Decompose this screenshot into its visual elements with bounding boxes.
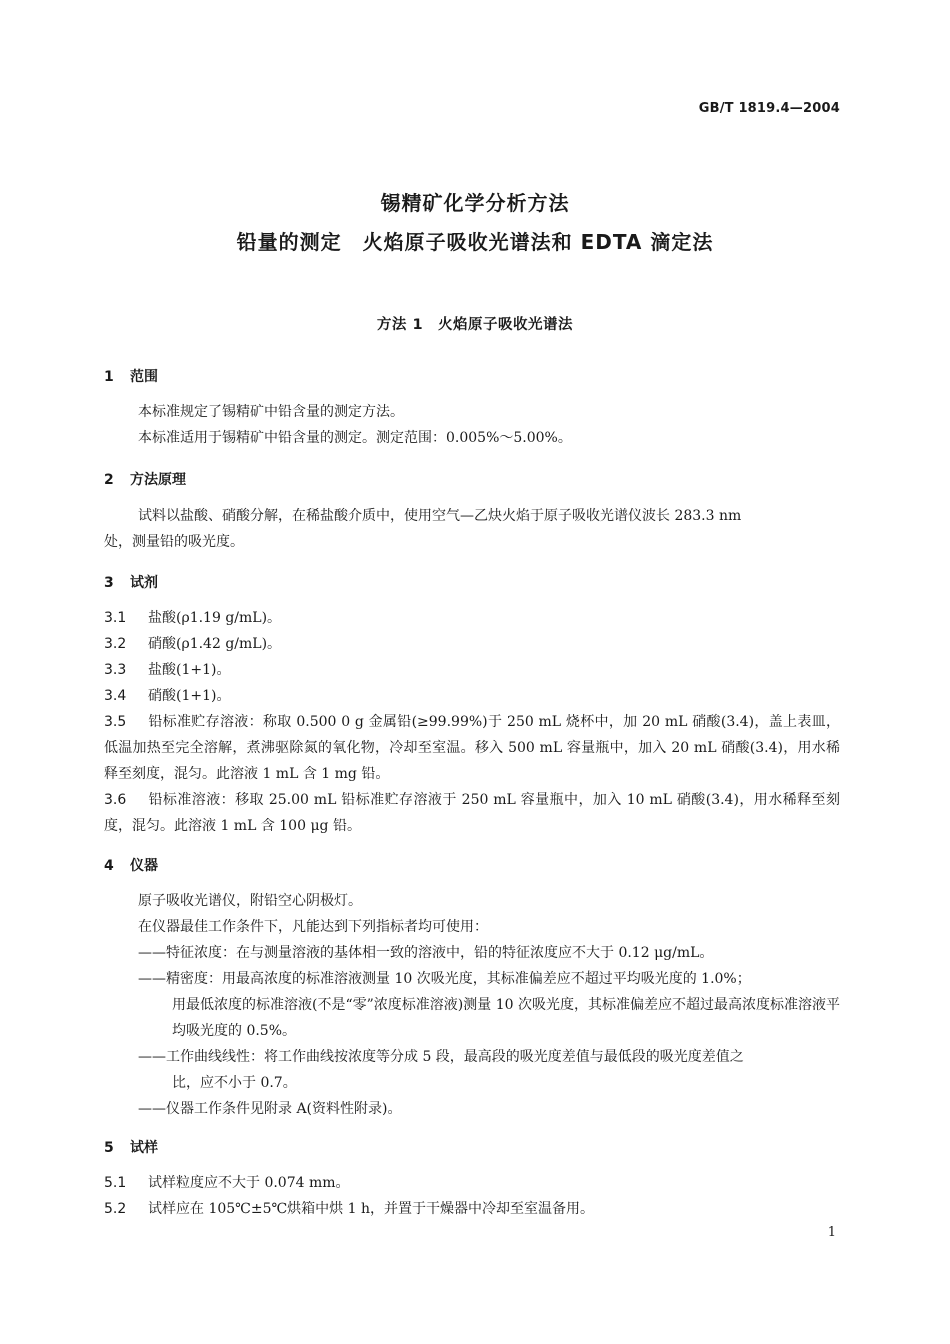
paragraph: 本标准适用于锡精矿中铅含量的测定。测定范围：0.005%～5.00%。 xyxy=(138,430,572,446)
paragraph: 原子吸收光谱仪，附铅空心阴极灯。 xyxy=(138,893,362,909)
clause-number: 3.6 xyxy=(104,792,127,808)
section-title: 试剂 xyxy=(130,575,158,591)
section-number: 5 xyxy=(104,1140,114,1156)
dash-list-item: ——精密度：用最高浓度的标准溶液测量 10 次吸光度，其标准偏差应不超过平均吸光度的 1.0%； xyxy=(138,971,751,987)
clause-number: 5.2 xyxy=(104,1201,127,1217)
section-heading-reagents xyxy=(104,572,158,592)
clause-item xyxy=(104,1196,840,1222)
section-heading-scope xyxy=(104,366,158,386)
paragraph: 在仪器最佳工作条件下，凡能达到下列指标者均可使用： xyxy=(138,919,488,935)
clause-text: 铅标准贮存溶液：称取 0.500 0 g 金属铅(≥99.99%)于 250 mL 烧杯中，加 20 mL 硝酸(3.4)，盖上表皿，低温加热至完全溶解，煮沸驱除氮的氧化物，冷却至室温。移入 500 mL 容量瓶中，加入 20 mL 硝酸(3.4)，用水稀释至刻度，混匀。此溶液 1 mL 含 1 mg 铅。 xyxy=(104,714,840,782)
clause-text: 硝酸(ρ1.42 g/mL)。 xyxy=(148,636,282,652)
section-number: 3 xyxy=(104,575,114,591)
paragraph-line: 试料以盐酸、硝酸分解，在稀盐酸介质中，使用空气—乙炔火焰于原子吸收光谱仪波长 283.3 nm xyxy=(138,508,742,524)
section-title: 仪器 xyxy=(130,858,158,874)
paragraph-line: 处，测量铅的吸光度。 xyxy=(104,534,244,550)
clause-item xyxy=(104,709,840,787)
section-number: 4 xyxy=(104,858,114,874)
clause-number: 3.4 xyxy=(104,688,127,704)
dash-list-item: ——仪器工作条件见附录 A(资料性附录)。 xyxy=(138,1101,402,1117)
dash-list-continuation: 比，应不小于 0.7。 xyxy=(172,1075,297,1091)
clause-text: 试样应在 105℃±5℃烘箱中烘 1 h，并置于干燥器中冷却至室温备用。 xyxy=(148,1201,594,1217)
section-heading-principle xyxy=(104,469,186,489)
clause-text: 硝酸(1+1)。 xyxy=(148,688,231,704)
clause-number: 3.2 xyxy=(104,636,127,652)
clause-item xyxy=(104,657,840,683)
page-number: 1 xyxy=(827,1225,836,1240)
clause-number: 5.1 xyxy=(104,1175,127,1191)
clause-number: 3.5 xyxy=(104,714,127,730)
standard-code: GB/T 1819.4—2004 xyxy=(698,101,840,116)
clause-item xyxy=(104,631,840,657)
dash-list-continuation: 用最低浓度的标准溶液(不是“零”浓度标准溶液)测量 10 次吸光度，其标准偏差应不超过最高浓度标准溶液平均吸光度的 0.5%。 xyxy=(172,997,840,1039)
clause-number: 3.1 xyxy=(104,610,127,626)
paragraph: 本标准规定了锡精矿中铅含量的测定方法。 xyxy=(138,404,404,420)
section-heading-sample xyxy=(104,1137,158,1157)
section-heading-apparatus xyxy=(104,855,158,875)
document-title-line2: 铅量的测定 火焰原子吸收光谱法和 EDTA 滴定法 xyxy=(236,230,714,254)
section-title: 方法原理 xyxy=(130,472,186,488)
clause-text: 盐酸(1+1)。 xyxy=(148,662,231,678)
document-title-line1: 锡精矿化学分析方法 xyxy=(380,191,570,215)
section-title: 试样 xyxy=(130,1140,158,1156)
clause-item xyxy=(104,683,840,709)
dash-list-item: ——特征浓度：在与测量溶液的基体相一致的溶液中，铅的特征浓度应不大于 0.12 μg/mL。 xyxy=(138,945,714,961)
clause-item xyxy=(104,605,840,631)
section-number: 2 xyxy=(104,472,114,488)
clause-text: 试样粒度应不大于 0.074 mm。 xyxy=(148,1175,350,1191)
method-heading: 方法 1 火焰原子吸收光谱法 xyxy=(376,317,574,333)
clause-item xyxy=(104,1170,840,1196)
clause-text: 铅标准溶液：移取 25.00 mL 铅标准贮存溶液于 250 mL 容量瓶中，加入 10 mL 硝酸(3.4)，用水稀释至刻度，混匀。此溶液 1 mL 含 100 μg 铅。 xyxy=(104,792,840,834)
section-number: 1 xyxy=(104,369,114,385)
clause-number: 3.3 xyxy=(104,662,127,678)
dash-list-item: ——工作曲线线性：将工作曲线按浓度等分成 5 段，最高段的吸光度差值与最低段的吸光度差值之 xyxy=(138,1049,744,1065)
clause-text: 盐酸(ρ1.19 g/mL)。 xyxy=(148,610,282,626)
clause-item xyxy=(104,787,840,839)
section-title: 范围 xyxy=(130,369,158,385)
